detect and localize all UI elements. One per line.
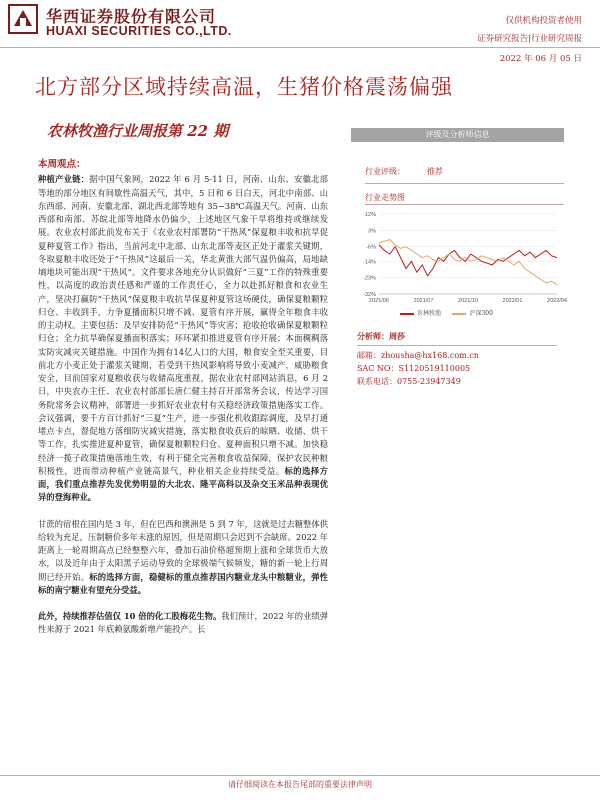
section-heading: 本周观点：	[38, 159, 86, 170]
y-tick-label: -14%	[363, 259, 376, 266]
paragraph-lead: 此外，持续推荐估值仅 10 倍的化工股梅花生物。	[38, 611, 222, 621]
y-tick-label: 3%	[368, 228, 376, 235]
sidebar-divider	[365, 183, 564, 184]
paragraph-recommendation: 标的选择方面，我们重点推荐先发优势明显的大北农、隆平高科以及杂交玉米品种表现优异的登海种业。	[38, 465, 328, 503]
sidebar-divider	[365, 204, 564, 205]
legend-label-b: 沪深300	[469, 310, 493, 317]
report-header	[0, 0, 600, 62]
rating-value: 推荐	[427, 167, 443, 176]
company-name-en: HUAXI SECURITIES CO.,LTD.	[46, 24, 232, 38]
x-tick-label: 2022/04	[547, 298, 567, 304]
rating-row	[351, 142, 564, 176]
series-line-1	[379, 245, 557, 276]
header-divider	[0, 47, 600, 48]
legend-swatch-a	[400, 313, 414, 315]
analyst-divider	[357, 345, 557, 346]
paragraph-lead: 种植产业链：	[38, 174, 90, 185]
sidebar	[351, 128, 564, 202]
paragraph-sugar	[38, 518, 328, 598]
body-text	[38, 158, 328, 650]
y-tick-label: -6%	[366, 244, 376, 251]
rating-label: 行业评级：	[365, 167, 405, 176]
paragraph-text: 甘蔗的宿根在国内是 3 年，但在巴西和澳洲是 5 到 7 年，这就是过去糖整体供给较为充足，压制糖价多年未涨的原因，但是周期只会迟到不会缺席。2022 年距离上一轮周期高点已经整整六年，叠加石油价格超预期上涨和全球货币大放水，以及近年由于太阳黑子运动导致的全球极端气候频发，糖的新一轮上行周期已经开始。	[38, 518, 328, 582]
company-name-cn: 华西证券股份有限公司	[46, 7, 217, 26]
footer-divider	[0, 775, 600, 776]
audience-note: 仅供机构投资者使用	[505, 16, 582, 26]
report-type: 证券研究报告|行业研究周报	[477, 34, 582, 44]
paragraph-text: 据中国气象网，2022 年 6 月 5-11 日，河南、山东、安徽北部等地的部分地区有间歇性高温天气，其中，5 日和 6 日白天，河北中南部、山东西部、河南、安徽北部、湖北西北部等地有 35~38℃高温天气。河南、山东西部和南部、苏皖北部等地降水仍偏少，上述地区气象干旱将维持或继续发展。农业农村部此前发布关于《农业农村部署防“干热风”保夏粮丰收和抗旱促夏种夏管工作》指出，当前河北中北部、山东北部等麦区正处于灌浆关键期，冬取夏粮丰收还处于“干热风”这最后一关，华北黄淮大部气温仍偏高，局地缺墒地块可能出现“干热风”。文件要求各地充分认识做好“三夏”工作的特殊重要性，以高度的政治责任感和严谨的工作责任心，全力以赴抓好粮食和农业生产，坚决打赢防“干热风”保夏粮丰收抗旱保夏种夏管这场硬仗，确保夏粮颗粒归仓、丰收到手，力争夏播面积只增不减、夏管有序开展，赢得全年粮食丰收的主动权。主要包括：及早安排防范“干热风”等灾害；抢收抢收确保夏粮颗粒归仓；全力抗旱确保夏播面积落实；环环紧扣推进夏管有序开展；本面稠稠落实防灾减灾关键措施。中国作为拥有14亿人口的大国，粮食安全至关重要，目前北方小麦正处于灌浆关键期，若受到干热风影响将导致小麦减产，威胁粮食安全，目前国家对夏粮收获与收储高度重视，据农业农村部网站消息，6 月 2 日，中央农办主任、农业农村部部长唐仁健主持召开部常务会议，传达学习国务院常务会议精神，部署进一步抓好农业农村有关稳经济政策措施落实工作。会议强调，要千方百计抓好“三夏”生产，进一步强化机收跟踪调度，及早打通堵点卡点，督促地方落细防灾减灾措施，落实粮食收获后的晾晒、收储、烘干等工作，扎实推进夏种夏管，确保夏粮颗粒归仓、夏种面积只增不减。加快稳经济一揽子政策措施落地生效，有利于健全完善粮食收益保障，保护农民种粮积极性，进而带动种植产业链高景气，种业相关企业持续受益。	[38, 174, 328, 476]
paragraph-text: 我们预计，2022 年的业绩弹性来源于 2021 年底赖氨酸新增产能投产。长	[38, 611, 328, 635]
legend-label-a: 农林牧渔	[417, 310, 442, 317]
page-title: 北方部分区域持续高温，生猪价格震荡偏强	[35, 75, 453, 99]
y-tick-label: -23%	[363, 275, 376, 282]
sidebar-title: 评级及分析师信息	[351, 128, 564, 142]
x-tick-label: 2021/10	[458, 298, 478, 304]
analyst-name: 分析师：周莎	[357, 331, 405, 341]
analyst-sac: SAC NO：S1120519110005	[357, 364, 471, 373]
report-date: 2022 年 06 月 05 日	[499, 54, 582, 64]
legend-swatch-b	[452, 313, 466, 315]
analyst-email: 邮箱：zhousha@hx168.com.cn	[357, 351, 479, 360]
analyst-phone: 联系电话：0755-23947349	[357, 377, 461, 386]
x-tick-label: 2022/01	[502, 298, 523, 304]
trend-chart-title: 行业走势图	[365, 193, 405, 202]
legal-footer: 请仔细阅读在本报告尾部的重要法律声明	[228, 780, 372, 789]
series-line-2	[379, 240, 557, 285]
paragraph-meihua	[38, 610, 328, 637]
paragraph-planting	[38, 173, 328, 504]
page-subtitle: 农林牧渔行业周报第 22 期	[47, 122, 229, 140]
paragraph-recommendation: 标的选择方面，稳健标的重点推荐国内糖业龙头中粮糖业，弹性标的南宁糖业有望充分受益。	[38, 571, 328, 595]
x-tick-label: 2021/07	[413, 298, 434, 304]
industry-trend-chart	[351, 208, 567, 318]
chart-legend	[400, 308, 493, 317]
x-tick-label: 2021/06	[369, 298, 389, 304]
analyst-info	[357, 330, 557, 388]
huaxi-logo-icon	[8, 4, 38, 34]
y-tick-label: 12%	[364, 212, 376, 218]
y-tick-label: -32%	[363, 292, 376, 298]
